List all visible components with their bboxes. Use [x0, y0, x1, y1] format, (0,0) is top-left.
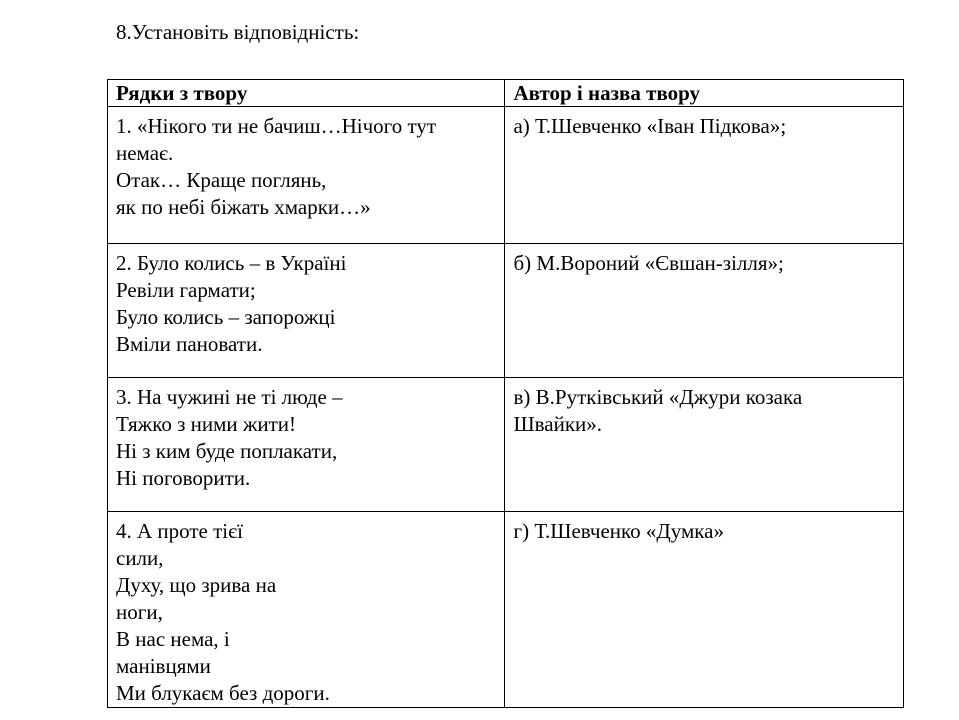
answer-option-a: а) Т.Шевченко «Іван Підкова»;: [513, 114, 787, 138]
quote-line: 4. А проте тієї: [116, 519, 243, 543]
quote-line: немає.: [116, 141, 174, 165]
quote-line: Було колись – запорожці: [116, 305, 336, 329]
quote-cell: [108, 107, 505, 244]
quote-line: Духу, що зрива на: [116, 573, 277, 597]
quote-line: 3. На чужині не ті люде –: [116, 385, 343, 409]
table-row: [108, 512, 904, 708]
matching-table: [107, 79, 904, 708]
answer-line: в) В.Рутківський «Джури козака: [513, 385, 803, 409]
table-header-row: [108, 80, 904, 107]
quote-line: сили,: [116, 546, 164, 570]
quote-line: Ревіли гармати;: [116, 278, 256, 302]
quote-line: манівцями: [116, 654, 211, 678]
quote-cell: [108, 378, 505, 512]
quote-line: Вміли пановати.: [116, 332, 263, 356]
answer-option-b: б) М.Вороний «Євшан-зілля»;: [513, 251, 784, 275]
quote-line: Отак… Краще поглянь,: [116, 168, 327, 192]
answer-cell: [505, 512, 904, 708]
quote-line: Тяжко з ними жити!: [116, 412, 297, 436]
answer-cell: [505, 107, 904, 244]
table-row: [108, 378, 904, 512]
answer-cell: [505, 244, 904, 378]
answer-option-v: [513, 378, 895, 438]
quote-cell: [108, 244, 505, 378]
answer-cell: [505, 378, 904, 512]
table-row: [108, 244, 904, 378]
answer-option-g: г) Т.Шевченко «Думка»: [513, 519, 724, 543]
quote-line: 1. «Нікого ти не бачиш…Нічого тут: [116, 114, 437, 138]
quote-line: Ми блукаєм без дороги.: [116, 681, 330, 705]
quote-line: В нас нема, і: [116, 627, 230, 651]
header-lines-from-work: Рядки з твору: [108, 80, 505, 107]
quote-line: ноги,: [116, 600, 163, 624]
quote-line: Ні з ким буде поплакати,: [116, 439, 338, 463]
quote-line: 2. Було колись – в Україні: [116, 251, 347, 275]
quote-line: як по небі біжать хмарки…»: [116, 195, 371, 219]
quote-cell: [108, 512, 505, 708]
task-title: 8.Установіть відповідність:: [116, 20, 360, 44]
answer-line: Швайки».: [513, 412, 603, 436]
header-author-and-title: Автор і назва твору: [505, 80, 904, 107]
quote-line: Ні поговорити.: [116, 466, 251, 490]
table-row: [108, 107, 904, 244]
